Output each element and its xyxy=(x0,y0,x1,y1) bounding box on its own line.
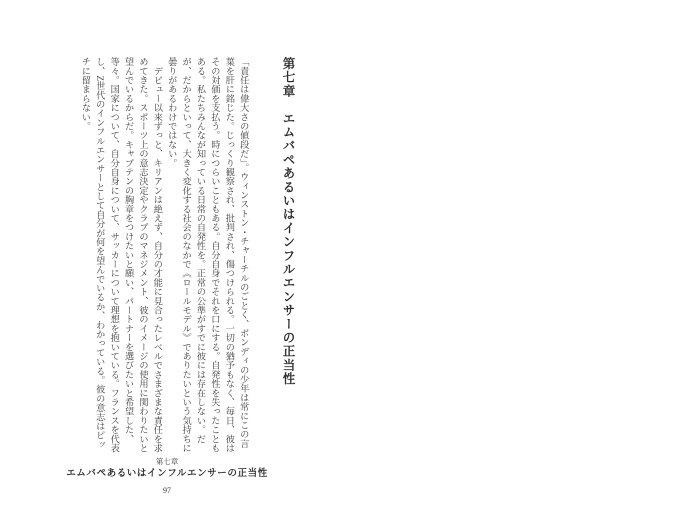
text-column: 葉を肝に銘じた。じっくり観察され、批判され、傷つけられる。一切の猶予もなく、毎日、彼は xyxy=(224,57,235,453)
text-column: チに留まらない。 xyxy=(80,57,91,131)
page-footer xyxy=(47,457,287,480)
footer-chapter-label: 第七章 xyxy=(155,457,179,466)
chapter-title-heading: 第七章 エムバペあるいはインフルエンサーの正当性 xyxy=(281,57,295,386)
footer-running-title: エムバペあるいはインフルエンサーの正当性 xyxy=(66,469,268,479)
text-column: 等々。国家について、自分自身について、サッカーについて理想を抱いている。フランスを代表 xyxy=(109,57,120,453)
text-column: 曇りがあるわけではない。 xyxy=(166,57,177,168)
text-column: その対価を支払う。時につらいこともある。自分自身でそれを口にする。自発性を失ったことも xyxy=(209,57,220,453)
text-column: めてきた。スポーツ上の意志決定やクラブのマネジメント、彼のイメージの使用に関わりたいと xyxy=(137,57,148,453)
text-column: し、Z世代のインフルエンサーとして自分が何を望んでいるか、わかっている。彼の意志はピッ xyxy=(94,57,105,450)
page-number: 97 xyxy=(163,486,171,495)
text-column: 望んでいるからだ。キャプテンの胸章をつけたいと願い、パートナーを選びたいと希望した、 xyxy=(123,57,134,444)
text-column: デビュー以来ずっと、キリアンは絶えず、自分の才能に見合ったレベルでさまざまな責任を求 xyxy=(152,57,163,453)
text-column: ある。私たちみんなが知っている日常の自発性を。正常の公準がすでに彼には存在しない。だ xyxy=(195,57,206,444)
text-column: 「責任は偉大さの値段だ」。ウィンストン・チャーチルのごとく、ボンディの少年は常にこの言 xyxy=(238,57,249,448)
text-column: が、だからといって、大きく変化する社会のなかで《ロールモデル》でありたいという気持ちに xyxy=(181,57,192,453)
body-text-block xyxy=(78,57,251,455)
